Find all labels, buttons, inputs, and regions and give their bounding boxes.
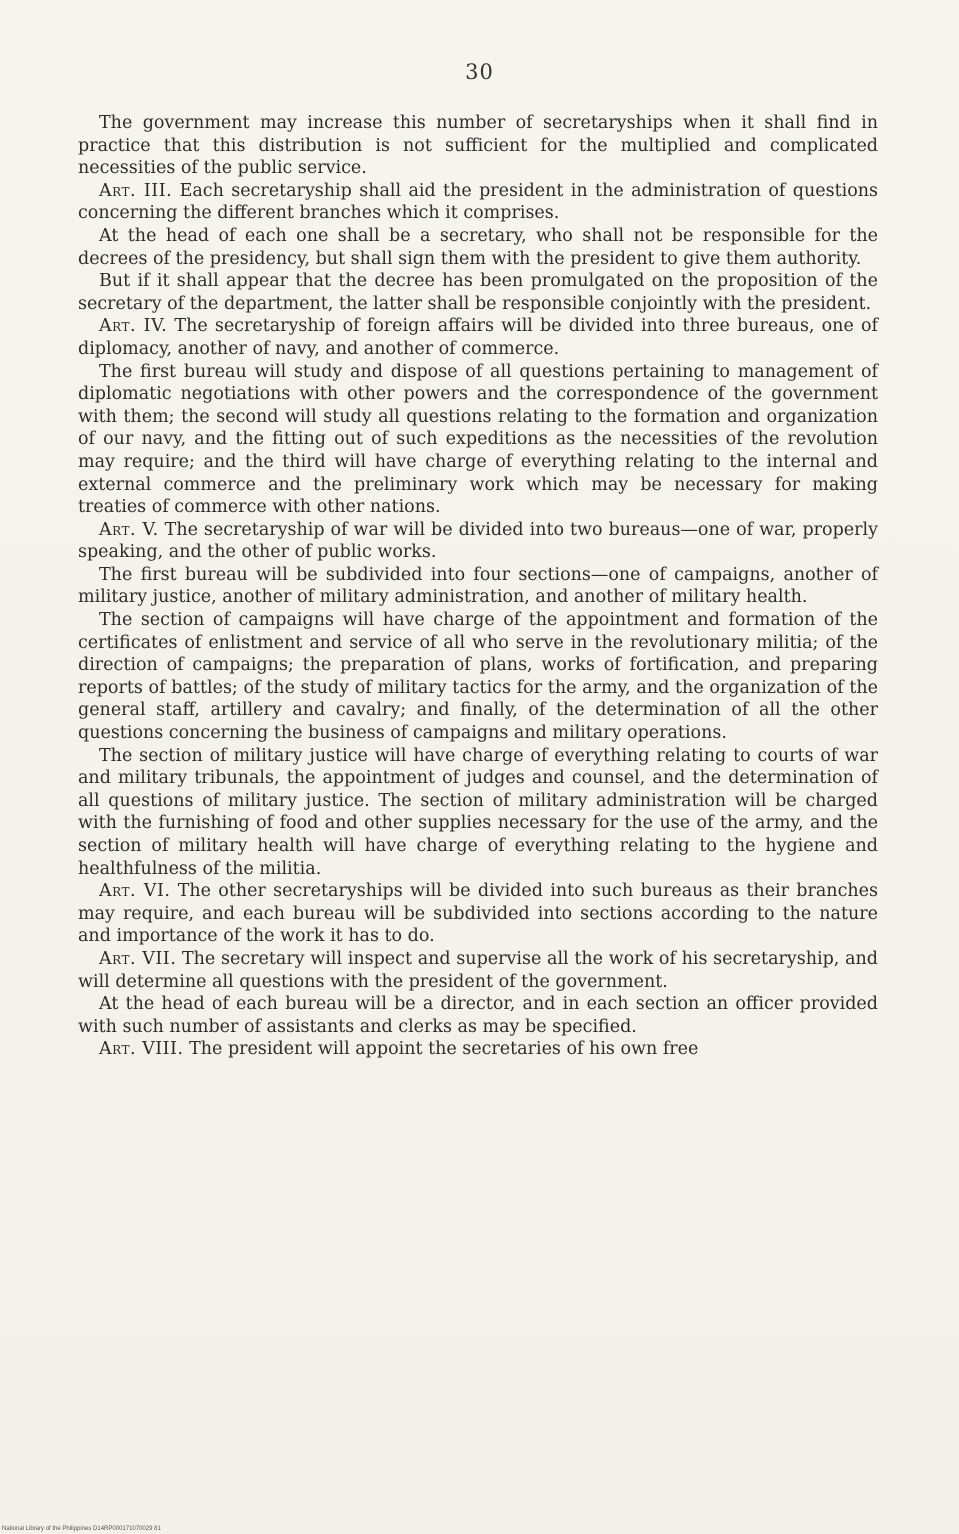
- paragraph-text: The secretary will inspect and supervise all the work of his secretaryship, and will determine all questions with the president of the government.: [78, 948, 878, 992]
- paragraph-text: Each secretaryship shall aid the president in the administration of questions concerning the different branches which it comprises.: [78, 180, 878, 224]
- paragraph-text: The government may increase this number of secretaryships when it shall find in practice that this distribution is not sufficient for the multiplied and complicated necessities of the public service.: [78, 113, 878, 179]
- paragraph-text: The secretaryship of war will be divided into two bureaus—one of war, properly speaking, and the other of public works.: [78, 519, 878, 563]
- paragraph: [78, 993, 878, 1038]
- paragraph-text: The secretaryship of foreign affairs will be divided into three bureaus, one of diplomacy, another of navy, and another of commerce.: [78, 316, 878, 359]
- paragraph: [78, 564, 878, 609]
- article-paragraph: [78, 180, 878, 225]
- paragraph-text: The first bureau will study and dispose of all questions pertaining to management of diplomatic negotiations with other powers and the correspondence of the government with them; the second will study all questions relating to the formation and organization of our navy, and the fitting out of such expeditions as the necessities of the revolution may require; and the third will have charge of everything relating to the internal and external commerce and the preliminary work which may be necessary for making treaties of commerce with other nations.: [78, 361, 878, 518]
- paragraph-text: At the head of each one shall be a secretary, who shall not be responsible for the decrees of the presidency, but shall sign them with the president to give them authority.: [78, 225, 878, 269]
- paragraph-text: The section of campaigns will have charge of the appointment and formation of the certificates of enlistment and service of all who serve in the revolutionary militia; of the direction of campaigns; the preparation of plans, works of fortification, and preparing reports of battles; of the study of military tactics for the army, and the organization of the general staff, artillery and cavalry; and finally, of the determination of all the other questions concerning the business of campaigns and military operations.: [78, 610, 878, 744]
- article-label: Art. III.: [99, 180, 173, 201]
- paragraph-text: The section of military justice will have charge of everything relating to courts of war and military tribunals, the appointment of judges and counsel, and the determination of all questions of military justice. The section of military administration will be charged with the furnishing of food and other supplies necessary for the use of the army, and the section of military health will have charge of everything relating to the hygiene and healthfulness of the militia.: [78, 745, 878, 879]
- article-paragraph: [78, 948, 878, 993]
- paragraph: [78, 225, 878, 270]
- article-paragraph: [78, 1038, 878, 1061]
- paragraph-text: The first bureau will be subdivided into four sections—one of campaigns, another of military justice, another of military administration, and another of military health.: [78, 564, 878, 608]
- paragraph-text: But if it shall appear that the decree has been promulgated on the proposition of the secretary of the department, the latter shall be responsible conjointly with the president.: [78, 271, 878, 314]
- article-label: Art. VIII.: [99, 1039, 184, 1060]
- paragraph: [78, 745, 878, 881]
- paragraph-text: The president will appoint the secretaries of his own free: [189, 1039, 699, 1060]
- body-text: [78, 112, 878, 1061]
- paragraph-text: The other secretaryships will be divided into such bureaus as their branches may require, and each bureau will be subdivided into sections according to the nature and importance of the work it has to do.: [78, 881, 878, 947]
- article-label: Art. VII.: [99, 948, 177, 969]
- article-label: Art. V.: [99, 519, 159, 540]
- article-paragraph: [78, 880, 878, 948]
- paragraph-text: At the head of each bureau will be a director, and in each section an officer provided with such number of assistants and clerks as may be specified.: [78, 994, 878, 1037]
- article-paragraph: [78, 315, 878, 360]
- paragraph: [78, 270, 878, 315]
- footer-credit: National Library of the Philippines D14RP000171070029 81: [2, 1526, 161, 1532]
- article-label: Art. VI.: [99, 881, 171, 902]
- article-label: Art. IV.: [99, 316, 168, 337]
- paragraph: [78, 609, 878, 745]
- article-paragraph: [78, 519, 878, 564]
- paragraph: [78, 361, 878, 519]
- paragraph: [78, 112, 878, 180]
- page-number: 30: [465, 60, 494, 84]
